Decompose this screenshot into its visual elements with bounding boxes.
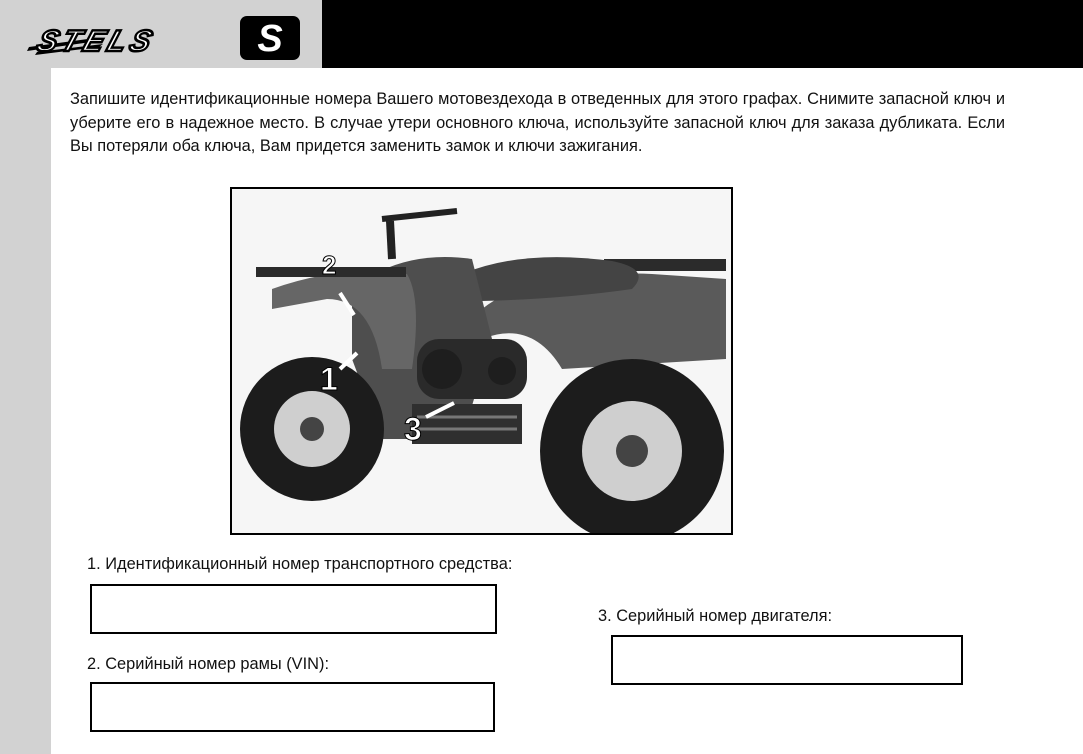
engine-serial-field[interactable] <box>611 635 963 685</box>
callout-1: 1 <box>320 361 338 397</box>
engine-serial-label: 3. Серийный номер двигателя: <box>598 607 833 625</box>
atv-image <box>232 189 731 533</box>
frame-vin-field[interactable] <box>90 682 495 732</box>
header-bar <box>322 0 1083 68</box>
intro-paragraph: Запишите идентификационные номера Вашего мотовездехода в отведенных для этого графах. Снимите запасной ключ и уберите его в надежное место. В случае утери основного ключа, используйте запасной ключ для заказа дубликата. Если Вы потеряли оба ключа, Вам придется заменить замок и ключи зажигания. <box>70 90 1005 155</box>
callout-2: 2 <box>322 250 337 280</box>
vehicle-id-label: 1. Идентификационный номер транспортного средства: <box>87 555 513 573</box>
vehicle-id-field[interactable] <box>90 584 497 634</box>
side-strip <box>0 68 51 754</box>
brand-badge-letter: S <box>257 18 283 60</box>
brand-wordmark: STELS <box>32 23 161 58</box>
frame-vin-label: 2. Серийный номер рамы (VIN): <box>87 655 329 673</box>
atv-figure <box>230 187 733 535</box>
header-logo-area <box>0 0 322 68</box>
stels-logo <box>25 14 305 62</box>
callout-3: 3 <box>404 411 422 447</box>
